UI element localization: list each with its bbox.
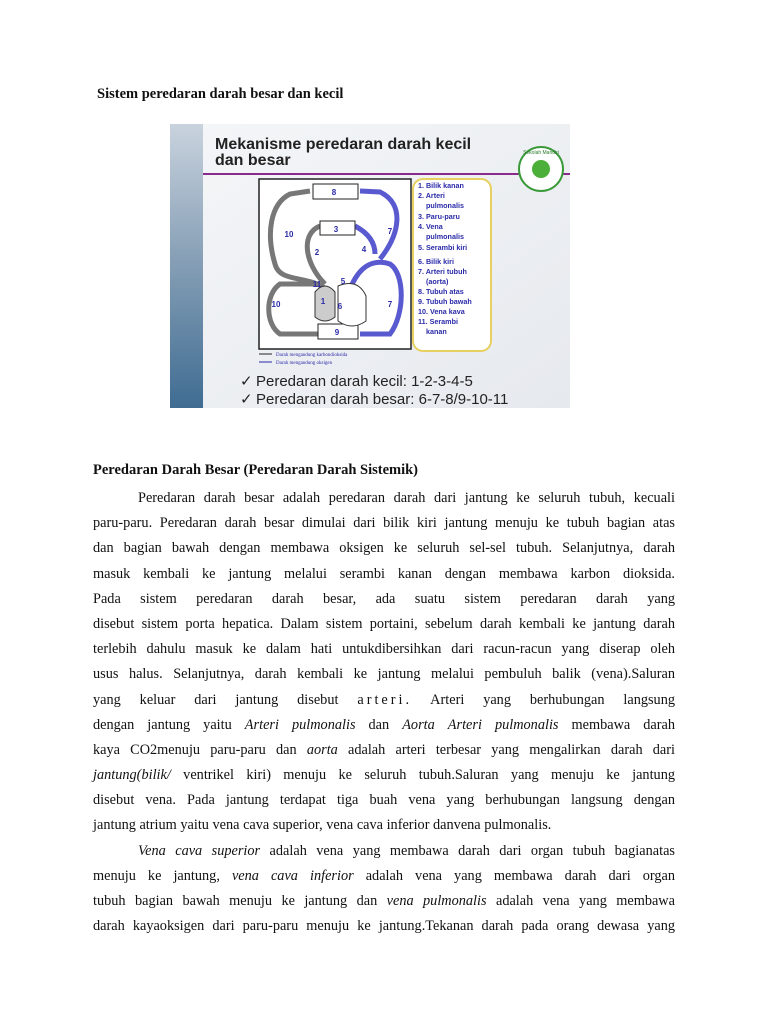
num-8: 8	[331, 188, 337, 197]
num-1: 1	[320, 297, 326, 306]
italic-term: aorta	[306, 741, 338, 758]
text-segment: disebut vena. Pada jantung terdapat tiga buah vena yang berhubungan langsung dengan	[93, 792, 675, 809]
text-segment: usus halus. Selanjutnya, darah kembali ke jantung melalui pembuluh balik (vena).Saluran	[93, 666, 675, 683]
check-icon: ✓	[240, 373, 253, 390]
text-segment: adalah vena yang membawa darah dari organ tubuh bagianatas	[260, 842, 675, 859]
legend-item: 11. Serambi	[418, 317, 458, 326]
key-o2: Darah mengandung oksigen	[276, 361, 333, 366]
legend-item: 4. Vena	[418, 222, 443, 231]
text-segment: kaya CO2menuju paru-paru dan	[93, 741, 307, 758]
section-title: Peredaran Darah Besar (Peredaran Darah Sistemik)	[93, 462, 419, 478]
text-segment: disebut sistem porta hepatica. Dalam sistem portaini, sebelum darah kembali ke jantung darah	[93, 615, 675, 632]
legend-item: 9. Tubuh bawah	[418, 297, 472, 306]
summary-small: Peredaran darah kecil: 1-2-3-4-5	[256, 373, 473, 390]
num-9: 9	[334, 328, 340, 337]
text-line	[93, 713, 675, 738]
text-segment: adalah arteri terbesar yang mengalirkan darah dari	[337, 741, 676, 758]
text-line	[93, 839, 675, 864]
text-line	[93, 612, 675, 637]
legend-item: kanan	[426, 327, 447, 336]
legend-item: 6. Bilik kiri	[418, 257, 454, 266]
text-segment: adalah vena yang membawa	[486, 893, 675, 909]
italic-term: vena pulmonalis	[386, 893, 487, 909]
key-co2: Darah mengandung karbondioksida	[276, 353, 348, 358]
num-7b: 7	[387, 300, 393, 309]
legend-item: 5. Serambi kiri	[418, 243, 468, 252]
text-segment: Peredaran darah besar adalah peredaran darah dari jantung ke seluruh tubuh, kecuali	[138, 490, 675, 506]
text-segment: terlebih dahulu masuk ke dalam hati untukdibersihkan dari racun-racun yang diserap oleh	[93, 641, 675, 658]
text-segment: masuk kembali ke jantung melalui serambi kanan dengan membawa karbon dioksida.	[93, 565, 675, 582]
text-segment: membawa darah	[558, 716, 676, 733]
text-line	[93, 662, 675, 687]
text-line	[93, 914, 675, 939]
text-line	[93, 637, 675, 662]
text-segment: menuju ke jantung,	[93, 867, 232, 884]
text-segment: dengan jantung yaitu	[93, 716, 245, 733]
logo	[519, 147, 563, 191]
legend-item: 8. Tubuh atas	[418, 287, 464, 296]
text-line	[93, 889, 675, 914]
side-photo-strip	[170, 124, 203, 408]
legend-item: 1. Bilik kanan	[418, 181, 464, 190]
text-segment: dan	[355, 716, 403, 733]
italic-term: Arteri pulmonalis	[244, 716, 356, 733]
num-5: 5	[340, 277, 346, 286]
text-line	[93, 738, 675, 763]
text-line	[93, 536, 675, 561]
italic-term: Vena cava superior	[138, 842, 261, 859]
legend-item: 3. Paru-paru	[418, 212, 460, 221]
figure-title-2: dan besar	[215, 152, 291, 169]
text-line	[93, 788, 675, 813]
num-6: 6	[337, 302, 343, 311]
text-segment: arteri.	[357, 691, 413, 708]
text-segment: tubuh bagian bawah menuju ke jantung dan	[93, 893, 387, 909]
text-segment: darah kayaoksigen dari paru-paru menuju ke jantung.Tekanan darah pada orang dewasa yang	[93, 918, 675, 935]
text-segment: adalah vena yang membawa darah dari organ	[353, 867, 675, 884]
text-line	[93, 486, 675, 511]
legend-item: (aorta)	[426, 277, 449, 286]
page-heading: Sistem peredaran darah besar dan kecil	[97, 86, 344, 102]
text-line	[93, 562, 675, 587]
svg-text:Sekolah Mandiri: Sekolah Mandiri	[523, 150, 559, 156]
legend-item: pulmonalis	[426, 201, 464, 210]
text-segment: paru-paru. Peredaran darah besar dimulai dari bilik kiri jantung menuju ke tubuh bagian atas	[93, 515, 675, 532]
text-line	[93, 864, 675, 889]
num-11: 11	[312, 280, 322, 289]
legend-item: 10. Vena kava	[418, 307, 465, 316]
num-4: 4	[361, 245, 367, 254]
text-segment: jantung atrium yaitu vena cava superior, vena cava inferior danvena pulmonalis.	[93, 817, 552, 834]
num-10b: 10	[271, 300, 281, 309]
text-segment: Arteri yang berhubungan langsung	[412, 691, 676, 708]
italic-term: Aorta	[402, 716, 435, 733]
text-segment: yang keluar dari jantung disebut	[93, 691, 358, 708]
italic-term: vena cava inferior	[231, 867, 354, 884]
figure-title-1: Mekanisme peredaran darah kecil	[215, 136, 472, 153]
text-line	[93, 763, 675, 788]
num-7a: 7	[387, 227, 393, 236]
text-segment	[435, 717, 448, 733]
text-line	[93, 688, 675, 713]
text-line	[93, 511, 675, 536]
text-line	[93, 587, 675, 612]
text-segment: Pada sistem peredaran darah besar, ada suatu sistem peredaran darah yang	[93, 590, 675, 607]
summary-large: Peredaran darah besar: 6-7-8/9-10-11	[256, 391, 509, 408]
legend-item: 7. Arteri tubuh	[418, 267, 467, 276]
italic-term: Arteri pulmonalis	[447, 716, 559, 733]
text-segment: ventrikel kiri) menuju ke seluruh tubuh.Saluran yang menuju ke jantung	[170, 767, 675, 784]
legend-item: pulmonalis	[426, 232, 464, 241]
num-3: 3	[333, 225, 339, 234]
text-line	[93, 813, 675, 838]
check-icon: ✓	[240, 391, 253, 408]
num-2: 2	[314, 248, 320, 257]
text-segment: dan bagian bawah dengan membawa oksigen ke seluruh sel-sel tubuh. Selanjutnya, darah	[93, 540, 675, 557]
legend-item: 2. Arteri	[418, 191, 445, 200]
italic-term: jantung(bilik/	[93, 767, 171, 784]
body-text	[93, 486, 675, 939]
title-rule	[203, 173, 570, 175]
circulation-figure	[170, 124, 570, 408]
num-10a: 10	[284, 230, 294, 239]
